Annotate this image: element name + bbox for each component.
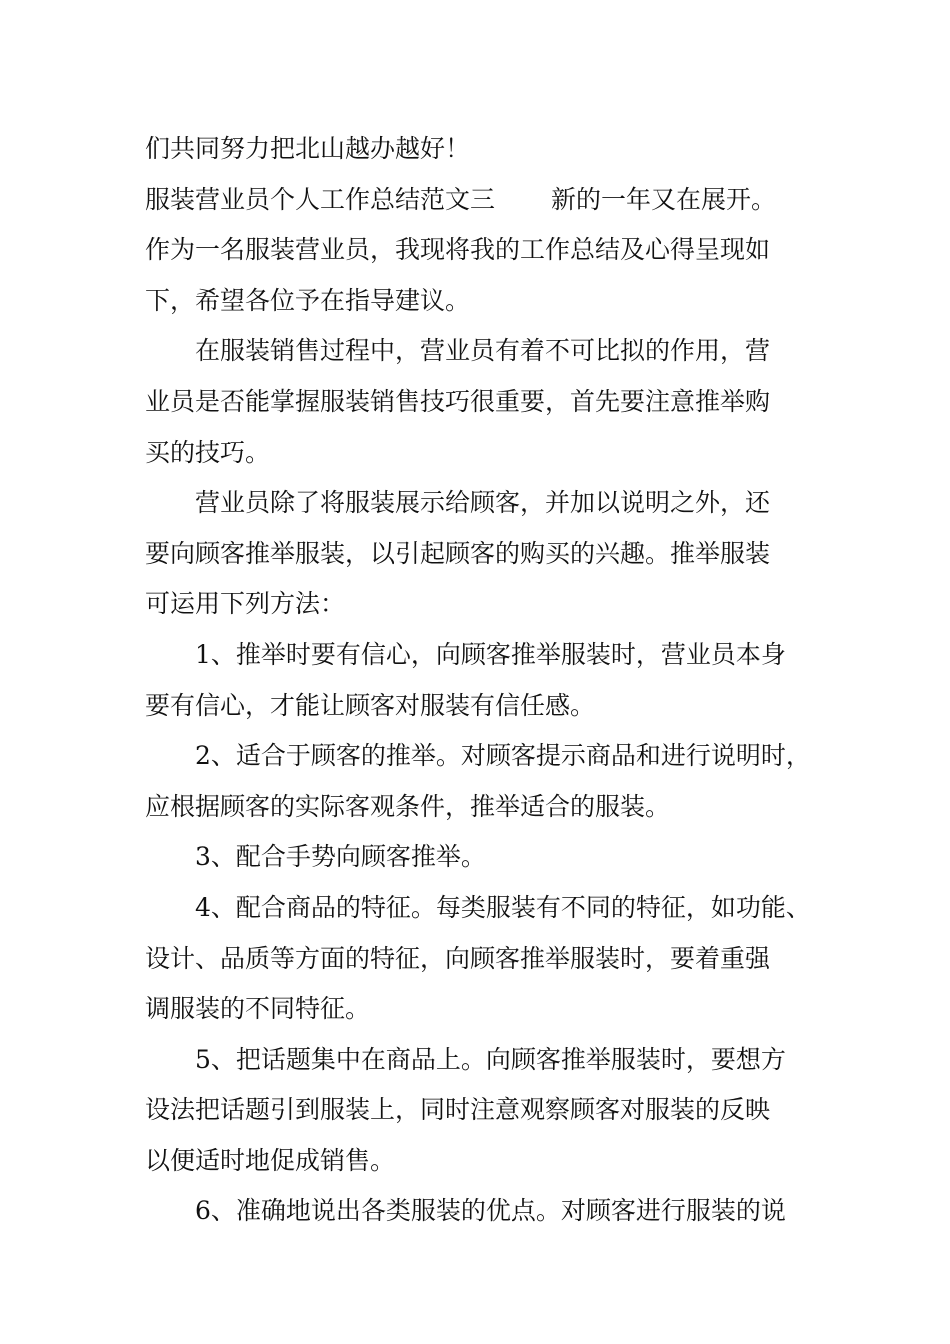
document-body: [145, 124, 835, 1237]
text-line: 买的技巧。: [145, 437, 271, 467]
text-line: 可运用下列方法：: [145, 589, 346, 619]
text-line: 业员是否能掌握服装销售技巧很重要，首先要注意推举购: [145, 386, 771, 416]
text-line: 作为一名服装营业员，我现将我的工作总结及心得呈现如: [145, 235, 771, 265]
article-lead: 新的一年又在展开。: [551, 184, 777, 214]
text-line: 设法把话题引到服装上，同时注意观察顾客对服装的反映: [145, 1095, 771, 1125]
text-line: 们共同努力把北山越办越好！: [145, 134, 471, 163]
text-line: 设计、品质等方面的特征，向顾客推举服装时，要着重强: [145, 943, 771, 973]
text-line: 调服装的不同特征。: [145, 994, 371, 1024]
text-line: 应根据顾客的实际客观条件，推举适合的服装。: [145, 791, 671, 821]
paragraph-first-line: 在服装销售过程中，营业员有着不可比拟的作用，营: [195, 336, 771, 366]
list-item-4: 4、配合商品的特征。每类服装有不同的特征，如功能、: [195, 892, 811, 922]
list-item-3: 3、配合手势向顾客推举。: [195, 842, 486, 872]
text-line-heading: [145, 175, 835, 226]
list-item-6: 6、准确地说出各类服装的优点。对顾客进行服装的说: [195, 1196, 786, 1226]
list-item-1: 1、推举时要有信心，向顾客推举服装时，营业员本身: [195, 639, 786, 669]
text-line: 下，希望各位予在指导建议。: [145, 285, 471, 315]
text-line: 以便适时地促成销售。: [145, 1145, 396, 1175]
text-line: 要向顾客推举服装，以引起顾客的购买的兴趣。推举服装: [145, 538, 771, 568]
list-item-5: 5、把话题集中在商品上。向顾客推举服装时，要想方: [195, 1044, 786, 1074]
paragraph-first-line: 营业员除了将服装展示给顾客，并加以说明之外，还: [195, 488, 771, 518]
list-item-2: 2、适合于顾客的推举。对顾客提示商品和进行说明时，: [195, 741, 811, 771]
text-line: 要有信心，才能让顾客对服装有信任感。: [145, 690, 596, 720]
article-title: 服装营业员个人工作总结范文三: [145, 184, 496, 214]
